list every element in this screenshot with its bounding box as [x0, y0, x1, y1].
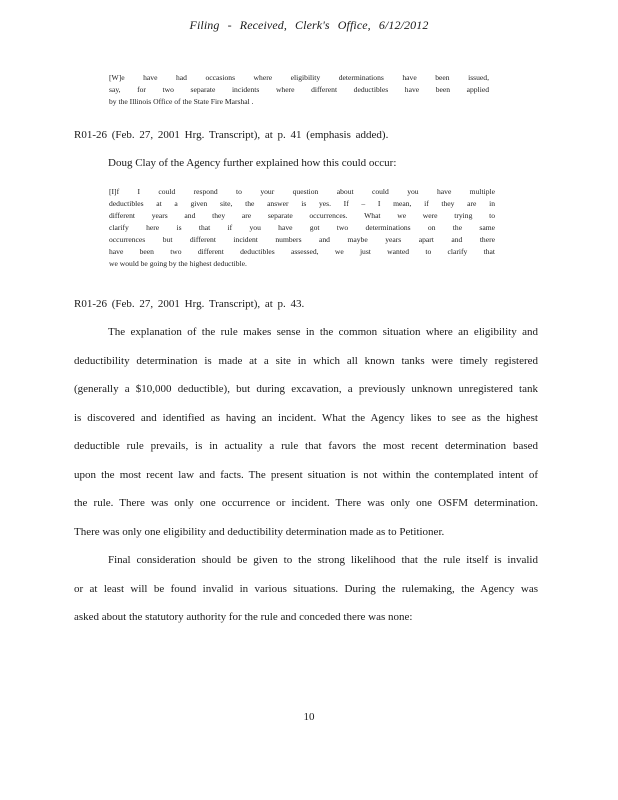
paragraph-line: is discovered and identified as having an incident. What the Agency likes to see as the highest [74, 412, 538, 424]
citation-1: R01-26 (Feb. 27, 2001 Hrg. Transcript), at p. 41 (emphasis added). [74, 129, 389, 141]
quote-line: different years and they are separate occurrences. What we were trying to [109, 211, 495, 220]
filing-header: Filing - Received, Clerk's Office, 6/12/2012 [189, 18, 429, 32]
quote-line: occurrences but different incident numbers and maybe years apart and there [109, 235, 495, 244]
paragraph-line: There was only one eligibility and deductibility determination made as to Petitioner. [74, 526, 445, 538]
paragraph-line: Final consideration should be given to the strong likelihood that the rule itself is invalid [108, 554, 538, 566]
intro-sentence: Doug Clay of the Agency further explained how this could occur: [108, 157, 397, 169]
paragraph-line: deductible rule prevails, is in actuality a rule that favors the most recent determination based [74, 440, 538, 452]
citation-2: R01-26 (Feb. 27, 2001 Hrg. Transcript), at p. 43. [74, 298, 305, 310]
quote-line: deductibles at a given site, the answer is yes. If – I mean, if they are in [109, 199, 495, 208]
quote-line: we would be going by the highest deductible. [109, 259, 247, 268]
block-quote-2 [109, 186, 495, 270]
quote-line: [W]e have had occasions where eligibility determinations have been issued, [109, 73, 489, 82]
quote-line: have been two different deductibles assessed, we just wanted to clarify that [109, 247, 495, 256]
block-quote-1 [109, 72, 489, 108]
paragraph-line: asked about the statutory authority for the rule and conceded there was none: [74, 611, 413, 623]
quote-line: say, for two separate incidents where different deductibles have been applied [109, 85, 489, 94]
paragraph-line: upon the most recent law and facts. The present situation is not within the contemplated intent of [74, 469, 538, 481]
paragraph-line: or at least will be found invalid in various situations. During the rulemaking, the Agency was [74, 583, 538, 595]
quote-line: by the Illinois Office of the State Fire Marshal . [109, 97, 254, 106]
paragraph-line: the rule. There was only one occurrence or incident. There was only one OSFM determination. [74, 497, 538, 509]
page-number: 10 [303, 711, 315, 723]
paragraph-line: (generally a $10,000 deductible), but during excavation, a previously unknown unregistered tank [74, 383, 538, 395]
quote-line: clarify here is that if you have got two determinations on the same [109, 223, 495, 232]
paragraph-line: deductibility determination is made at a site in which all known tanks were timely registered [74, 355, 538, 367]
quote-line: [I]f I could respond to your question about could you have multiple [109, 187, 495, 196]
paragraph-line: The explanation of the rule makes sense in the common situation where an eligibility and [108, 326, 538, 338]
